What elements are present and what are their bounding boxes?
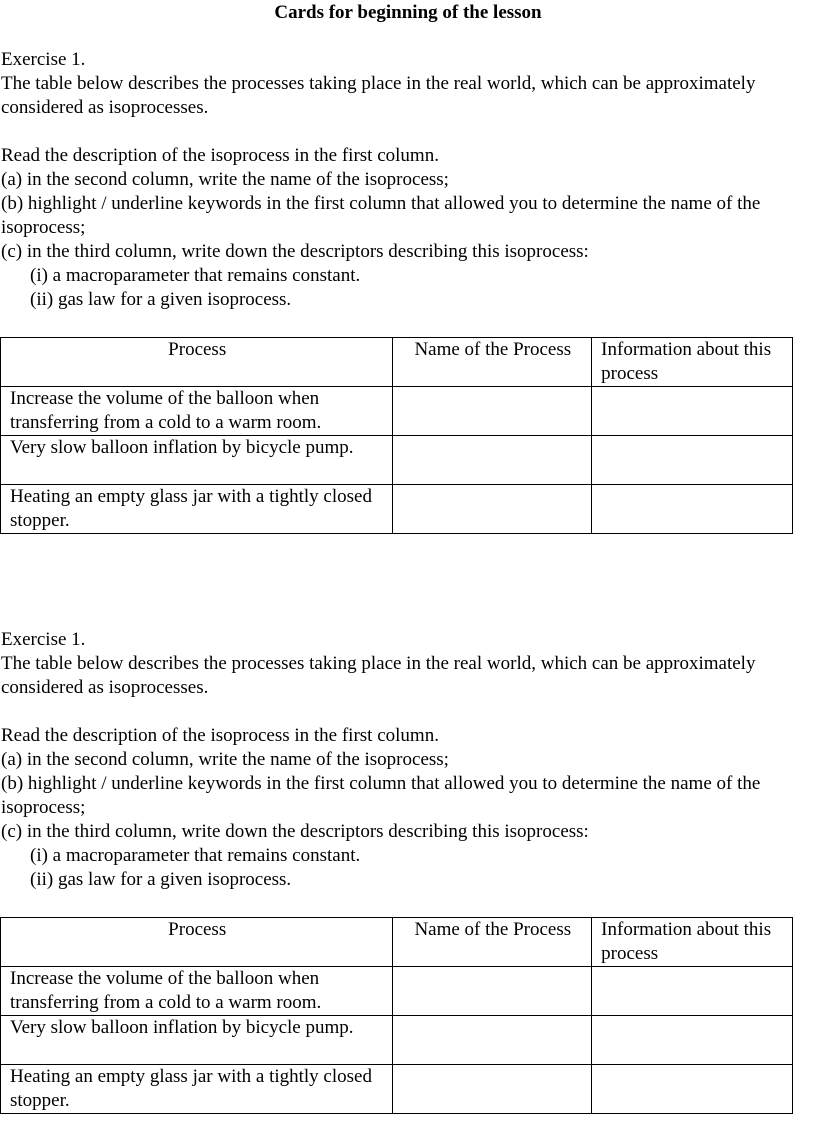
table-row bbox=[1, 436, 793, 485]
table-row bbox=[1, 485, 793, 534]
process-table-1 bbox=[0, 337, 793, 534]
name-cell[interactable] bbox=[393, 1065, 592, 1114]
table-row bbox=[1, 387, 793, 436]
process-table-2 bbox=[0, 917, 793, 1114]
step-c-i: (i) a macroparameter that remains constant. bbox=[30, 845, 361, 866]
name-cell[interactable] bbox=[393, 967, 592, 1016]
process-cell: Heating an empty glass jar with a tightly closed stopper. bbox=[1, 485, 393, 534]
name-cell[interactable] bbox=[393, 1016, 592, 1065]
table-header-row bbox=[1, 918, 793, 967]
step-b: (b) highlight / underline keywords in the first column that allowed you to determine the name of the isoprocess; bbox=[1, 193, 761, 238]
step-c-ii: (ii) gas law for a given isoprocess. bbox=[30, 869, 292, 890]
exercise-card-1 bbox=[1, 48, 813, 312]
process-cell: Heating an empty glass jar with a tightly closed stopper. bbox=[1, 1065, 393, 1114]
process-cell: Increase the volume of the balloon when transferring from a cold to a warm room. bbox=[1, 387, 393, 436]
name-cell[interactable] bbox=[393, 436, 592, 485]
table-row bbox=[1, 1016, 793, 1065]
exercise-card-2 bbox=[1, 628, 813, 892]
exercise-intro: The table below describes the processes taking place in the real world, which can be approximately considered as isoprocesses. bbox=[1, 73, 756, 118]
process-cell: Very slow balloon inflation by bicycle pump. bbox=[1, 436, 393, 485]
process-cell: Increase the volume of the balloon when transferring from a cold to a warm room. bbox=[1, 967, 393, 1016]
info-cell[interactable] bbox=[592, 967, 793, 1016]
info-cell[interactable] bbox=[592, 1065, 793, 1114]
step-b: (b) highlight / underline keywords in the first column that allowed you to determine the name of the isoprocess; bbox=[1, 773, 761, 818]
exercise-title: Exercise 1. bbox=[1, 629, 86, 650]
table-header-row bbox=[1, 338, 793, 387]
info-cell[interactable] bbox=[592, 485, 793, 534]
info-cell[interactable] bbox=[592, 387, 793, 436]
info-cell[interactable] bbox=[592, 1016, 793, 1065]
header-name-of-process: Name of the Process bbox=[393, 338, 592, 387]
exercise-instruction: Read the description of the isoprocess in the first column. bbox=[1, 725, 439, 746]
info-cell[interactable] bbox=[592, 436, 793, 485]
table-row bbox=[1, 1065, 793, 1114]
header-process: Process bbox=[1, 338, 393, 387]
exercise-instruction: Read the description of the isoprocess in the first column. bbox=[1, 145, 439, 166]
name-cell[interactable] bbox=[393, 485, 592, 534]
exercise-title: Exercise 1. bbox=[1, 49, 86, 70]
step-c: (c) in the third column, write down the descriptors describing this isoprocess: bbox=[1, 821, 589, 842]
step-c: (c) in the third column, write down the descriptors describing this isoprocess: bbox=[1, 241, 589, 262]
step-c-i: (i) a macroparameter that remains constant. bbox=[30, 265, 361, 286]
header-information: Information about this process bbox=[592, 338, 793, 387]
step-a: (a) in the second column, write the name of the isoprocess; bbox=[1, 169, 449, 190]
exercise-intro: The table below describes the processes taking place in the real world, which can be approximately considered as isoprocesses. bbox=[1, 653, 756, 698]
step-c-ii: (ii) gas law for a given isoprocess. bbox=[30, 289, 292, 310]
header-process: Process bbox=[1, 918, 393, 967]
header-information: Information about this process bbox=[592, 918, 793, 967]
header-name-of-process: Name of the Process bbox=[393, 918, 592, 967]
step-a: (a) in the second column, write the name of the isoprocess; bbox=[1, 749, 449, 770]
table-row bbox=[1, 967, 793, 1016]
name-cell[interactable] bbox=[393, 387, 592, 436]
process-cell: Very slow balloon inflation by bicycle pump. bbox=[1, 1016, 393, 1065]
page-title: Cards for beginning of the lesson bbox=[274, 2, 542, 23]
